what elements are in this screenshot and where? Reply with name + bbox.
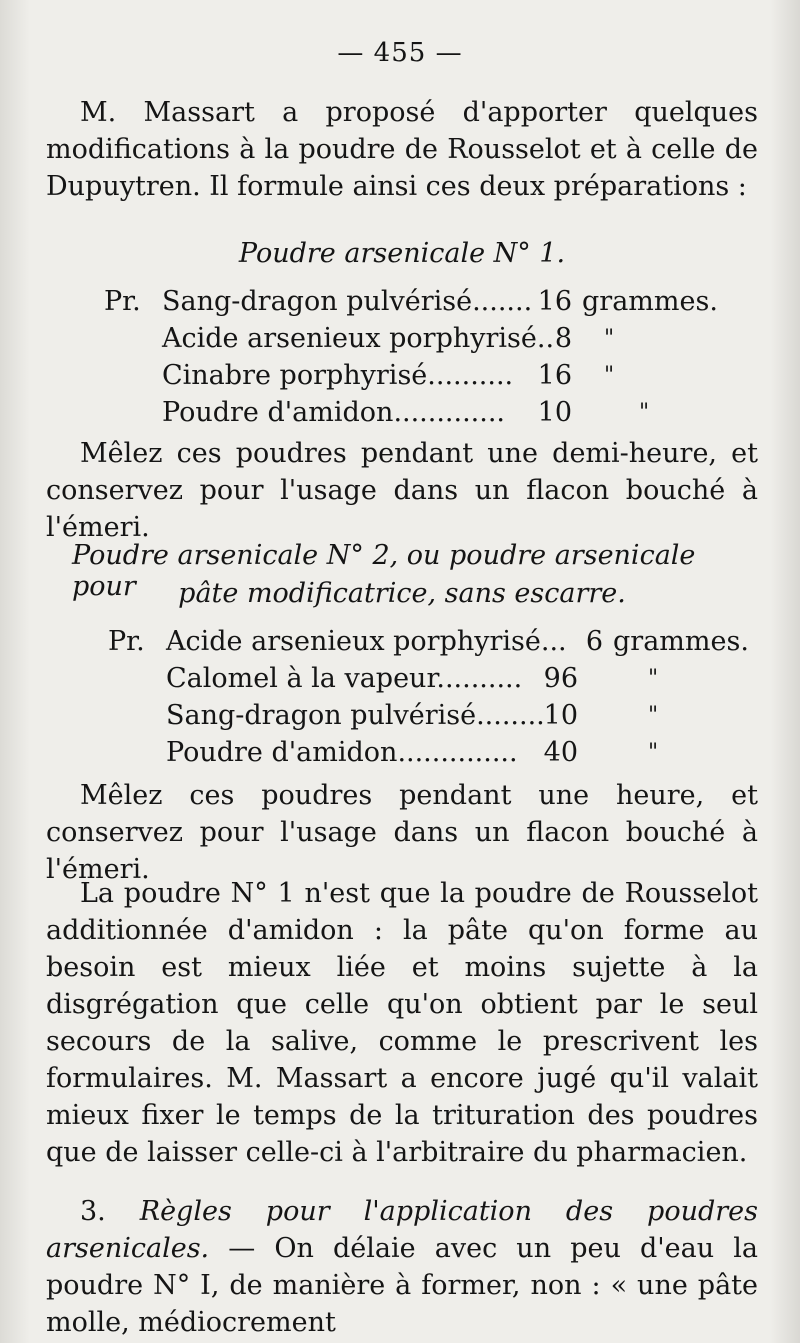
ingredient-quantity: 16: [537, 360, 572, 391]
ingredient-unit: ": [648, 703, 659, 728]
recipe-2-list: [108, 623, 748, 771]
ingredient-name: Sang-dragon pulvérisé........: [166, 700, 545, 731]
page-number: — 455 —: [337, 38, 463, 68]
ingredient-quantity: 10: [543, 700, 578, 731]
recipe-2-row: [108, 734, 748, 771]
recipe-1-note: Mêlez ces poudres pendant une demi-heure, et conservez pour l'usage dans un flacon bouché à l'émeri.: [46, 438, 758, 543]
ingredient-quantity: 6: [585, 626, 603, 657]
ingredient-unit: ": [639, 400, 650, 425]
recipe-2-row: [108, 623, 748, 660]
recipe-prescription: Pr.: [104, 286, 141, 317]
ingredient-name: Acide arsenieux porphyrisé...: [166, 626, 567, 657]
ingredient-name: Sang-dragon pulvérisé.......: [162, 286, 533, 317]
section-number: 3.: [80, 1196, 106, 1227]
ingredient-name: Calomel à la vapeur..........: [166, 663, 523, 694]
ingredient-quantity: 10: [537, 397, 572, 428]
recipe-2-note: Mêlez ces poudres pendant une heure, et conservez pour l'usage dans un flacon bouché à l'émeri.: [46, 780, 758, 885]
recipe-prescription: Pr.: [108, 626, 145, 657]
ingredient-unit: ": [604, 326, 615, 351]
recipe-1-list: [104, 283, 744, 431]
ingredient-unit: ": [604, 363, 615, 388]
recipe-1-title: Poudre arsenicale N° 1.: [238, 238, 566, 269]
ingredient-unit: grammes.: [613, 626, 749, 657]
ingredient-unit: ": [648, 740, 659, 765]
recipe-2-row: [108, 660, 748, 697]
ingredient-quantity: 16: [537, 286, 572, 317]
recipe-2-title-line-1: Poudre arsenicale N° 2, ou poudre arsenicale pour: [72, 540, 696, 602]
commentary-paragraph: La poudre N° 1 n'est que la poudre de Rousselot additionnée d'amidon : la pâte qu'on forme au besoin est mieux liée et moins sujette à la disgrégation que celle qu'on obtient par le seul secours de la salive, comme le prescrivent les formulaires. M. Massart a encore jugé qu'il valait mieux fixer le temps de la trituration des poudres que de laisser celle-ci à l'arbitraire du pharmacien.: [46, 878, 758, 1168]
ingredient-quantity: 8: [554, 323, 572, 354]
recipe-2-row: [108, 697, 748, 734]
ingredient-name: Poudre d'amidon.............: [162, 397, 506, 428]
recipe-1-row: [104, 357, 744, 394]
ingredient-name: Poudre d'amidon..............: [166, 737, 518, 768]
recipe-1-row: [104, 283, 744, 320]
recipe-2-title-line-2: pâte modificatrice, sans escarre.: [178, 578, 626, 609]
section-text: — On délaie avec un peu d'eau la poudre N° I, de manière à former, non : « une pâte molle, médiocrement: [46, 1233, 758, 1338]
intro-paragraph: M. Massart a proposé d'apporter quelques modifications à la poudre de Rousselot et à celle de Dupuytren. Il formule ainsi ces deux préparations :: [46, 97, 758, 202]
ingredient-name: Acide arsenieux porphyrisé..: [162, 323, 555, 354]
ingredient-unit: ": [648, 666, 659, 691]
section-3: [46, 1193, 758, 1341]
ingredient-name: Cinabre porphyrisé..........: [162, 360, 514, 391]
section-title: Règles pour l'application des poudres arsenicales.: [46, 1196, 758, 1264]
recipe-1-row: [104, 394, 744, 431]
ingredient-quantity: 96: [543, 663, 578, 694]
ingredient-quantity: 40: [543, 737, 578, 768]
ingredient-unit: grammes.: [582, 286, 718, 317]
recipe-1-row: [104, 320, 744, 357]
